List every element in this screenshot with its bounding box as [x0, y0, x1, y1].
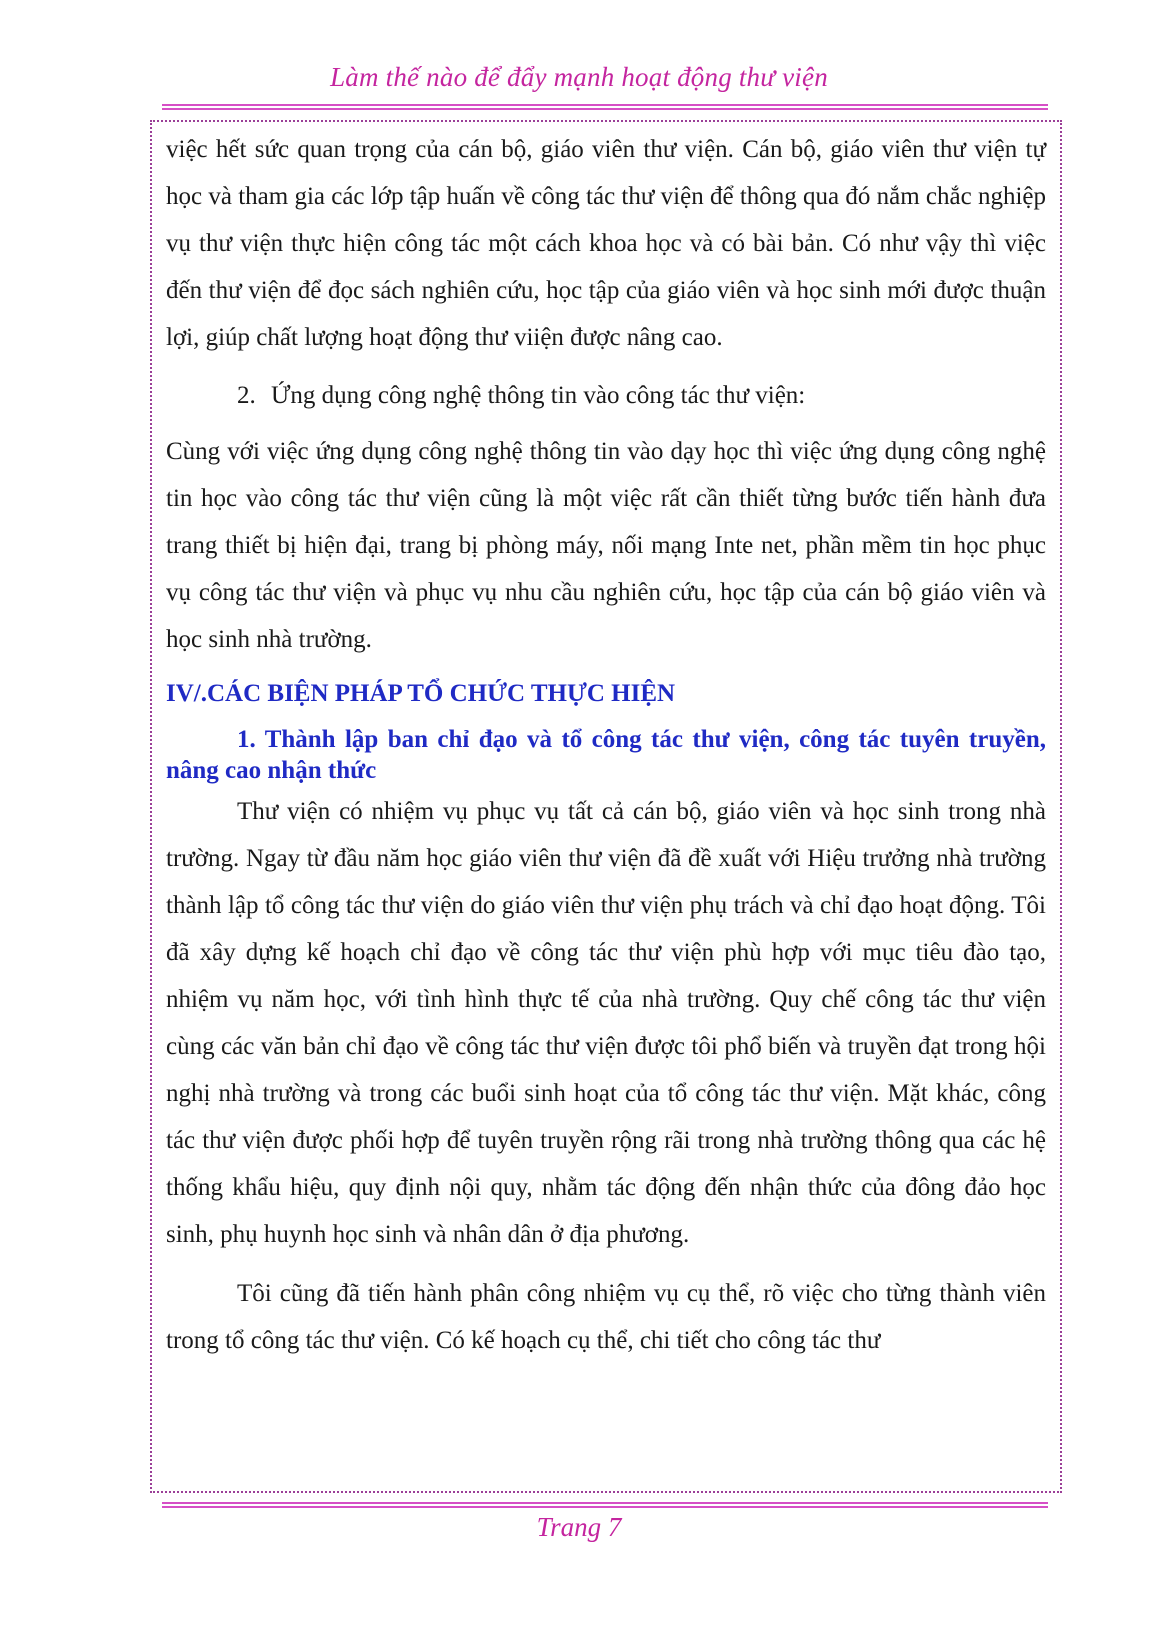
item-number: 2.: [237, 382, 256, 409]
paragraph-task-assignment: Tôi cũng đã tiến hành phân công nhiệm vụ cụ thể, rõ việc cho từng thành viên trong tổ công tác thư viện. Có kế hoạch cụ thể, chi tiết cho công tác thư: [166, 1280, 1046, 1354]
page-number: Trang 7: [536, 1512, 622, 1542]
paragraph-library-duties: Thư viện có nhiệm vụ phục vụ tất cả cán bộ, giáo viên và học sinh trong nhà trường. Ngay từ đầu năm học giáo viên thư viện đã đề xuất với Hiệu trưởng nhà trường thành lập tổ công tác thư viện do giáo viên thư viện phụ trách và chỉ đạo hoạt động. Tôi đã xây dựng kế hoạch chỉ đạo về công tác thư viện phù hợp với mục tiêu đào tạo, nhiệm vụ năm học, với tình hình thực tế của nhà trường. Quy chế công tác thư viện cùng các văn bản chỉ đạo về công tác thư viện được tôi phổ biến và truyền đạt trong hội nghị nhà trường và trong các buổi sinh hoạt của tổ công tác thư viện. Mặt khác, công tác thư viện được phối hợp để tuyên truyền rộng rãi trong nhà trường thông qua các hệ thống khẩu hiệu, quy định nội quy, nhằm tác động đến nhận thức của đông đảo học sinh, phụ huynh học sinh và nhân dân ở địa phương.: [166, 798, 1046, 1248]
page-header-title: Làm thế nào để đẩy mạnh hoạt động thư viện: [330, 62, 828, 92]
numbered-item-2: [166, 372, 1046, 419]
paragraph-it-application: Cùng với việc ứng dụng công nghệ thông tin vào dạy học thì việc ứng dụng công nghệ tin học vào công tác thư viện cũng là một việc rất cần thiết từng bước tiến hành đưa trang thiết bị hiện đại, trang bị phòng máy, nối mạng Inte net, phần mềm tin học phục vụ công tác thư viện và phục vụ nhu cầu nghiên cứu, học tập của cán bộ giáo viên và học sinh nhà trường.: [166, 438, 1046, 653]
footer-double-rule: [162, 1502, 1048, 1508]
document-body: [166, 126, 1046, 1364]
section-heading-iv: IV/.CÁC BIỆN PHÁP TỔ CHỨC THỰC HIỆN: [166, 680, 676, 707]
paragraph-continued: việc hết sức quan trọng của cán bộ, giáo viên thư viện. Cán bộ, giáo viên thư viện tự học và tham gia các lớp tập huấn về công tác thư viện để thông qua đó nắm chắc nghiệp vụ thư viện thực hiện công tác một cách khoa học và có bài bản. Có như vậy thì việc đến thư viện để đọc sách nghiên cứu, học tập của giáo viên và học sinh mới được thuận lợi, giúp chất lượng hoạt động thư viiện được nâng cao.: [166, 136, 1046, 351]
item-text: Ứng dụng công nghệ thông tin vào công tác thư viện:: [271, 382, 806, 409]
header-double-rule: [162, 104, 1048, 110]
subheading-1: 1. Thành lập ban chỉ đạo và tổ công tác thư viện, công tác tuyên truyền, nâng cao nhận thức: [166, 726, 1046, 784]
